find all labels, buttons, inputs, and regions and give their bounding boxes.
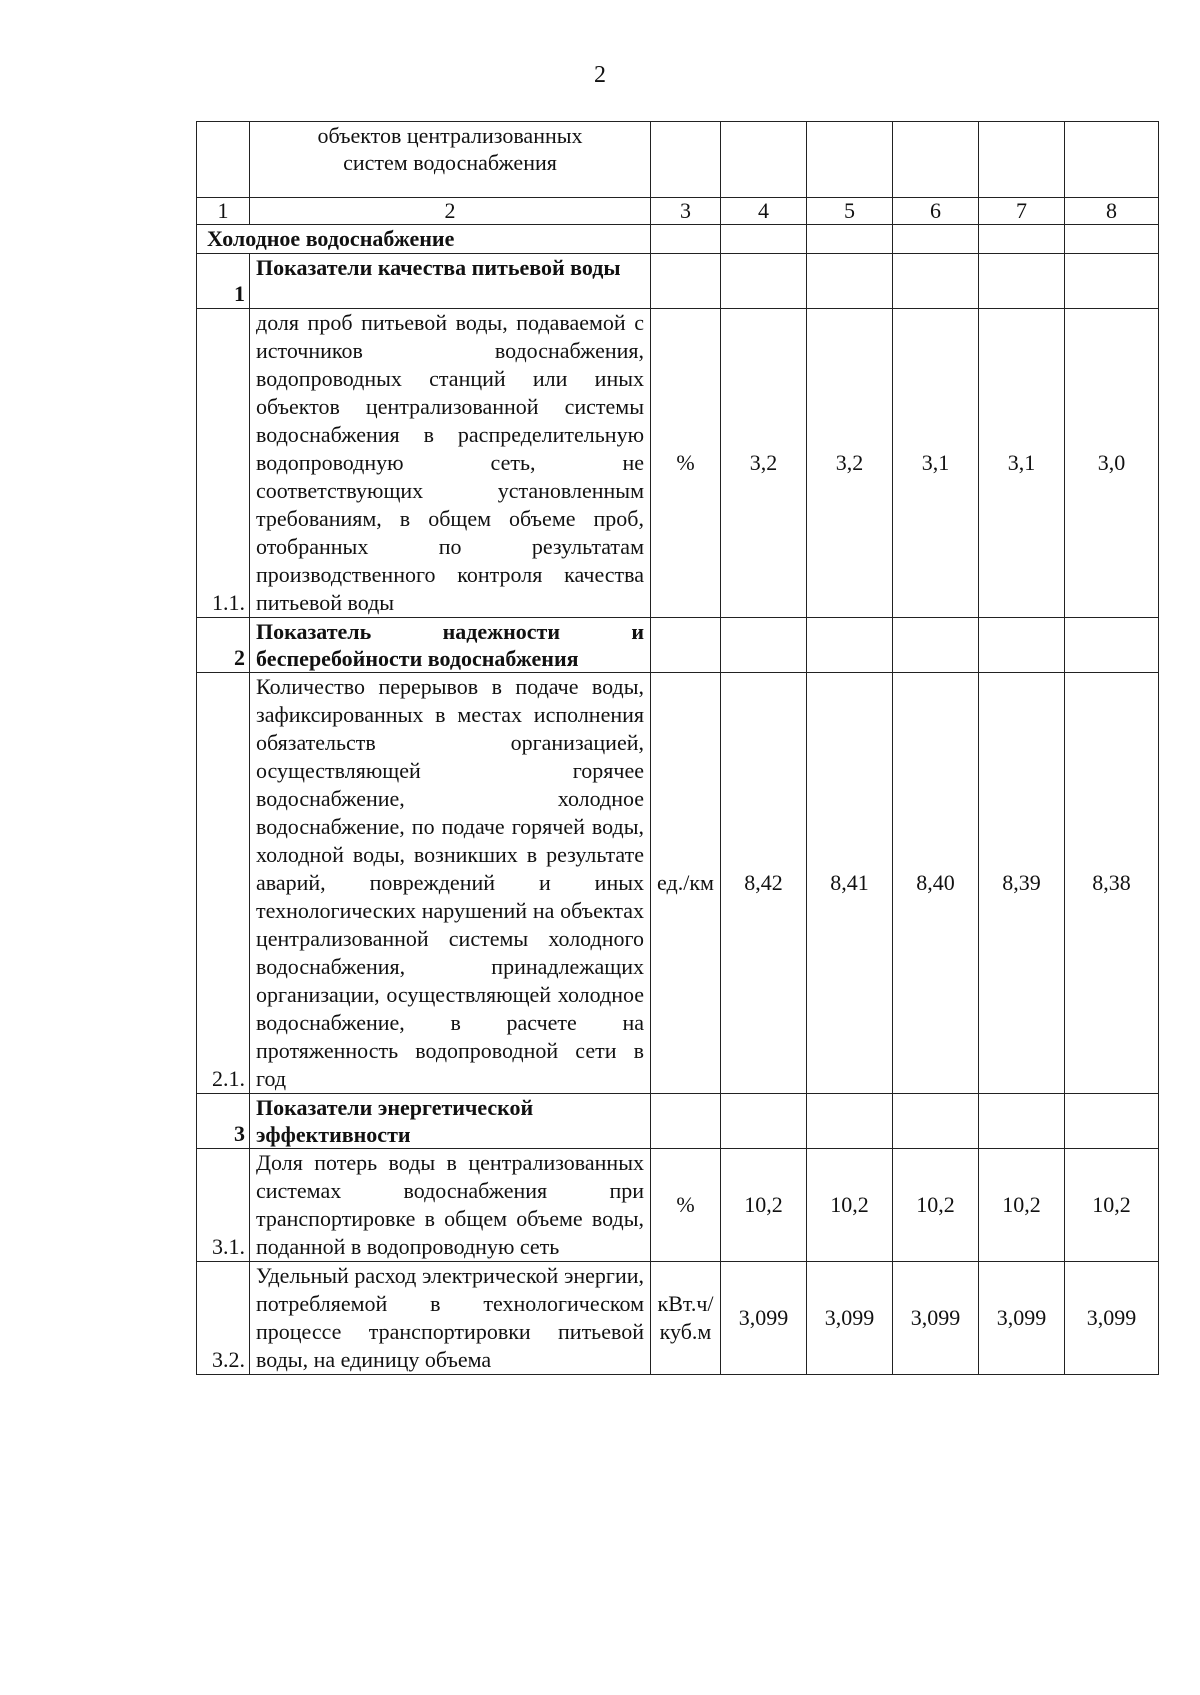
value-cell: 8,42: [721, 673, 807, 1094]
group-number: 1: [197, 254, 250, 309]
group-number: 2: [197, 618, 250, 673]
indicator-description: Доля потерь воды в централизованных системах водоснабжения при транспортировке в общем объеме воды, поданной в водопроводную сеть: [250, 1149, 651, 1262]
table-cell: [1065, 1094, 1159, 1149]
column-number: 8: [1065, 198, 1159, 225]
column-number: 7: [979, 198, 1065, 225]
table-cell: [979, 225, 1065, 254]
header-continuation-cell: [250, 122, 651, 198]
indicator-row: [197, 673, 1159, 1094]
table-cell: [807, 122, 893, 198]
table-cell: [979, 618, 1065, 673]
table-cell: [721, 122, 807, 198]
column-number: 4: [721, 198, 807, 225]
indicator-row: [197, 309, 1159, 618]
value-cell: 3,099: [979, 1262, 1065, 1375]
value-cell: 8,41: [807, 673, 893, 1094]
section-title: Холодное водоснабжение: [197, 225, 651, 254]
value-cell: 10,2: [807, 1149, 893, 1262]
table-cell: [721, 254, 807, 309]
table-cell: [651, 1094, 721, 1149]
group-row: [197, 618, 1159, 673]
table-cell: [721, 1094, 807, 1149]
indicators-table: [196, 121, 1159, 1375]
group-row: [197, 1094, 1159, 1149]
value-cell: 3,1: [979, 309, 1065, 618]
row-number: 1.1.: [197, 309, 250, 618]
table-cell: [721, 618, 807, 673]
table-cell: [651, 225, 721, 254]
header-continuation-line: объектов централизованных: [317, 123, 583, 148]
table-cell: [807, 1094, 893, 1149]
group-title: Показатели качества питьевой воды: [250, 254, 651, 309]
table-cell: [893, 122, 979, 198]
table-cell: [807, 225, 893, 254]
table-cell: [1065, 618, 1159, 673]
table-cell: [893, 254, 979, 309]
value-cell: 3,2: [721, 309, 807, 618]
table-cell: [893, 618, 979, 673]
column-number-row: [197, 198, 1159, 225]
column-number: 6: [893, 198, 979, 225]
section-row: [197, 225, 1159, 254]
value-cell: 10,2: [1065, 1149, 1159, 1262]
value-cell: 3,099: [1065, 1262, 1159, 1375]
unit-cell: %: [651, 1149, 721, 1262]
row-number: 2.1.: [197, 673, 250, 1094]
table-cell: [651, 122, 721, 198]
value-cell: 3,099: [893, 1262, 979, 1375]
header-continuation-line: систем водоснабжения: [343, 150, 557, 175]
table-cell: [893, 1094, 979, 1149]
group-title: Показатель надежности и бесперебойности водоснабжения: [250, 618, 651, 673]
value-cell: 3,1: [893, 309, 979, 618]
column-number: 2: [250, 198, 651, 225]
indicator-row: [197, 1262, 1159, 1375]
table-cell: [1065, 254, 1159, 309]
indicator-description: доля проб питьевой воды, подаваемой с источников водоснабжения, водопроводных станций или иных объектов централизованной системы водоснабжения в распределительную водопроводную сеть, не соответствующих установленным требованиям, в общем объеме проб, отобранных по результатам производственного контроля качества питьевой воды: [250, 309, 651, 618]
value-cell: 3,2: [807, 309, 893, 618]
value-cell: 8,38: [1065, 673, 1159, 1094]
unit-cell: ед./км: [651, 673, 721, 1094]
value-cell: 3,0: [1065, 309, 1159, 618]
column-number: 1: [197, 198, 250, 225]
value-cell: 3,099: [721, 1262, 807, 1375]
table-cell: [979, 254, 1065, 309]
indicator-row: [197, 1149, 1159, 1262]
column-number: 5: [807, 198, 893, 225]
table-cell: [197, 122, 250, 198]
group-number: 3: [197, 1094, 250, 1149]
table-cell: [1065, 122, 1159, 198]
value-cell: 10,2: [979, 1149, 1065, 1262]
group-row: [197, 254, 1159, 309]
value-cell: 8,39: [979, 673, 1065, 1094]
row-number: 3.1.: [197, 1149, 250, 1262]
row-number: 3.2.: [197, 1262, 250, 1375]
indicator-description: Удельный расход электрической энергии, потребляемой в технологическом процессе транспортировки питьевой воды, на единицу объема: [250, 1262, 651, 1375]
page-number: 2: [594, 62, 606, 88]
table-cell: [651, 618, 721, 673]
table-cell: [651, 254, 721, 309]
indicator-description: Количество перерывов в подаче воды, зафиксированных в местах исполнения обязательств организацией, осуществляющей горячее водоснабжение, холодное водоснабжение, по подаче горячей воды, холодной воды, возникших в результате аварий, повреждений и иных технологических нарушений на объектах централизованной системы холодного водоснабжения, принадлежащих организации, осуществляющей холодное водоснабжение, в расчете на протяженность водопроводной сети в год: [250, 673, 651, 1094]
value-cell: 3,099: [807, 1262, 893, 1375]
unit-cell: кВт.ч/куб.м: [651, 1262, 721, 1375]
unit-cell: %: [651, 309, 721, 618]
table-cell: [1065, 225, 1159, 254]
value-cell: 10,2: [721, 1149, 807, 1262]
table-cell: [979, 1094, 1065, 1149]
table-cell: [979, 122, 1065, 198]
group-title: Показатели энергетической эффективности: [250, 1094, 651, 1149]
table-cell: [893, 225, 979, 254]
table-cell: [807, 618, 893, 673]
value-cell: 8,40: [893, 673, 979, 1094]
column-number: 3: [651, 198, 721, 225]
header-continuation-row: [197, 122, 1159, 198]
table-cell: [721, 225, 807, 254]
value-cell: 10,2: [893, 1149, 979, 1262]
table-cell: [807, 254, 893, 309]
